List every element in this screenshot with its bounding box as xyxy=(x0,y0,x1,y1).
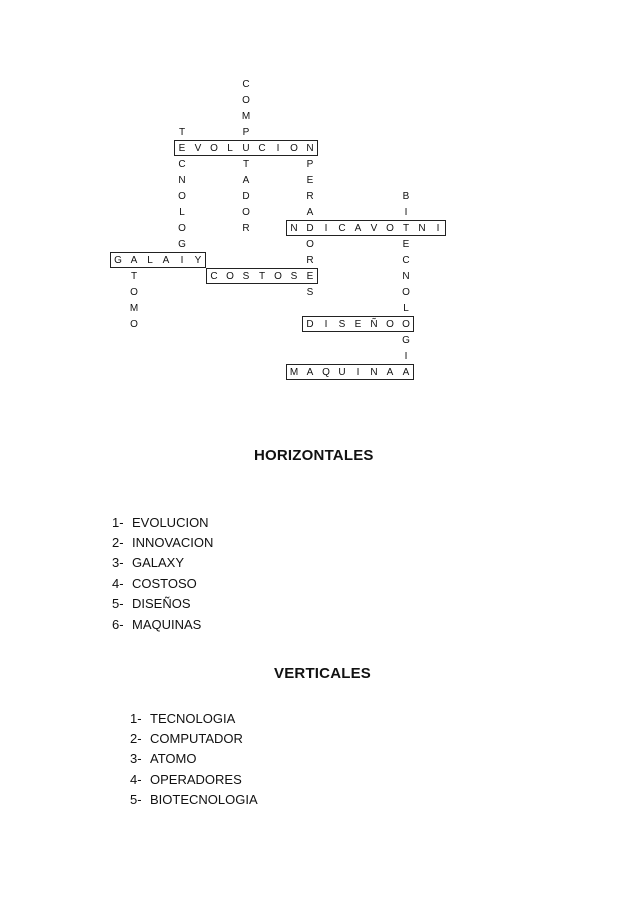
crossword-cell: T xyxy=(130,270,138,282)
crossword-cell: O xyxy=(130,318,138,330)
clue-number: 4- xyxy=(130,771,142,787)
crossword-cell: L xyxy=(179,206,185,218)
crossword-cell: G xyxy=(402,334,410,346)
crossword-cell: M xyxy=(241,110,251,122)
clue-text: DISEÑOS xyxy=(132,596,191,612)
crossword-cell: P xyxy=(306,158,314,170)
clue-item xyxy=(112,573,213,593)
clue-item xyxy=(130,708,258,728)
crossword-cell: O xyxy=(290,142,298,154)
clue-text: ATOMO xyxy=(150,751,197,767)
clue-item xyxy=(130,749,258,769)
crossword-cell: L xyxy=(227,142,233,154)
crossword-cell: A xyxy=(162,254,170,266)
crossword-cell: A xyxy=(354,222,362,234)
crossword-cell: C xyxy=(402,254,410,266)
crossword-cell: I xyxy=(404,206,408,218)
crossword-cell: O xyxy=(402,318,410,330)
clue-number: 5- xyxy=(130,792,142,808)
crossword-cell: S xyxy=(290,270,298,282)
clue-item xyxy=(112,532,213,552)
clue-text: EVOLUCION xyxy=(132,514,209,530)
crossword-cell: S xyxy=(338,318,346,330)
crossword-cell: U xyxy=(242,142,250,154)
crossword-cell: P xyxy=(242,126,250,138)
crossword-cell: C xyxy=(242,78,250,90)
crossword-cell: E xyxy=(306,270,314,282)
crossword-cell: I xyxy=(276,142,280,154)
crossword-cell: A xyxy=(386,366,394,378)
crossword-cell: T xyxy=(178,126,186,138)
clue-number: 5- xyxy=(112,596,124,612)
crossword-cell: S xyxy=(242,270,250,282)
clue-text: INNOVACION xyxy=(132,535,214,551)
clue-number: 4- xyxy=(112,575,124,591)
horizontales-heading: HORIZONTALES xyxy=(254,447,374,464)
crossword-cell: L xyxy=(403,302,409,314)
clue-text: COSTOSO xyxy=(132,575,197,591)
crossword-cell: R xyxy=(306,254,314,266)
crossword-cell: B xyxy=(402,190,410,202)
clue-number: 1- xyxy=(130,710,142,726)
crossword-cell: Q xyxy=(322,366,330,378)
crossword-cell: N xyxy=(418,222,426,234)
crossword-cell: O xyxy=(178,222,186,234)
crossword-cell: M xyxy=(129,302,139,314)
clue-number: 1- xyxy=(112,514,124,530)
verticales-list xyxy=(130,708,258,810)
crossword-cell: E xyxy=(354,318,362,330)
crossword-cell: I xyxy=(180,254,184,266)
clue-number: 2- xyxy=(130,731,142,747)
crossword-cell: O xyxy=(210,142,218,154)
crossword-cell: I xyxy=(324,318,328,330)
crossword-cell: D xyxy=(242,190,250,202)
crossword-cell: O xyxy=(386,222,394,234)
crossword-cell: C xyxy=(178,158,186,170)
crossword-cell: O xyxy=(130,286,138,298)
clue-text: COMPUTADOR xyxy=(150,731,243,747)
crossword-cell: A xyxy=(242,174,250,186)
crossword-cell: C xyxy=(338,222,346,234)
crossword-cell: O xyxy=(242,206,250,218)
clue-text: BIOTECNOLOGIA xyxy=(150,792,258,808)
verticales-heading: VERTICALES xyxy=(274,665,372,682)
crossword-cell: G xyxy=(114,254,122,266)
crossword-cell: E xyxy=(306,174,314,186)
crossword-cell: O xyxy=(274,270,282,282)
crossword-cell: Ñ xyxy=(370,318,378,330)
clue-text: MAQUINAS xyxy=(132,616,202,632)
clue-item xyxy=(112,614,213,634)
crossword-cell: A xyxy=(402,366,410,378)
crossword-cell: I xyxy=(404,350,408,362)
crossword-cell: D xyxy=(306,222,314,234)
crossword-cell: O xyxy=(242,94,250,106)
clue-number: 3- xyxy=(130,751,142,767)
crossword-cell: A xyxy=(306,366,314,378)
clue-item xyxy=(130,728,258,748)
crossword-cell: U xyxy=(338,366,346,378)
clue-number: 6- xyxy=(112,616,124,632)
crossword-cell: N xyxy=(306,142,314,154)
clue-text: OPERADORES xyxy=(150,771,242,787)
crossword-cell: C xyxy=(258,142,266,154)
crossword-cell: O xyxy=(226,270,234,282)
crossword-grid xyxy=(110,76,462,396)
clue-number: 2- xyxy=(112,535,124,551)
crossword-cell: A xyxy=(306,206,314,218)
clue-text: TECNOLOGIA xyxy=(150,710,236,726)
crossword-cell: T xyxy=(242,158,250,170)
crossword-cell: N xyxy=(370,366,378,378)
crossword-cell: M xyxy=(289,366,299,378)
clue-item xyxy=(130,769,258,789)
crossword-cell: O xyxy=(386,318,394,330)
crossword-cell: O xyxy=(402,286,410,298)
crossword-cell: A xyxy=(130,254,138,266)
crossword-cell: L xyxy=(147,254,153,266)
crossword-cell: V xyxy=(194,142,202,154)
clue-item xyxy=(112,512,213,532)
crossword-cell: G xyxy=(178,238,186,250)
crossword-cell: S xyxy=(306,286,314,298)
crossword-cell: I xyxy=(356,366,360,378)
crossword-cell: T xyxy=(402,222,410,234)
crossword-cell: T xyxy=(258,270,266,282)
crossword-cell: N xyxy=(402,270,410,282)
crossword-cell: C xyxy=(210,270,218,282)
crossword-cell: N xyxy=(178,174,186,186)
horizontales-list xyxy=(112,512,213,634)
crossword-cell: E xyxy=(402,238,410,250)
crossword-cell: I xyxy=(436,222,440,234)
crossword-cell: E xyxy=(178,142,186,154)
crossword-cell: O xyxy=(306,238,314,250)
crossword-cell: O xyxy=(178,190,186,202)
clue-number: 3- xyxy=(112,555,124,571)
crossword-cell: D xyxy=(306,318,314,330)
clue-item xyxy=(130,790,258,810)
clue-text: GALAXY xyxy=(132,555,185,571)
clue-item xyxy=(112,594,213,614)
crossword-cell: Y xyxy=(194,254,202,266)
crossword-cell: N xyxy=(290,222,298,234)
clue-item xyxy=(112,553,213,573)
crossword-cell: R xyxy=(242,222,250,234)
crossword-cell: R xyxy=(306,190,314,202)
crossword-cell: I xyxy=(324,222,328,234)
crossword-cell: V xyxy=(370,222,378,234)
